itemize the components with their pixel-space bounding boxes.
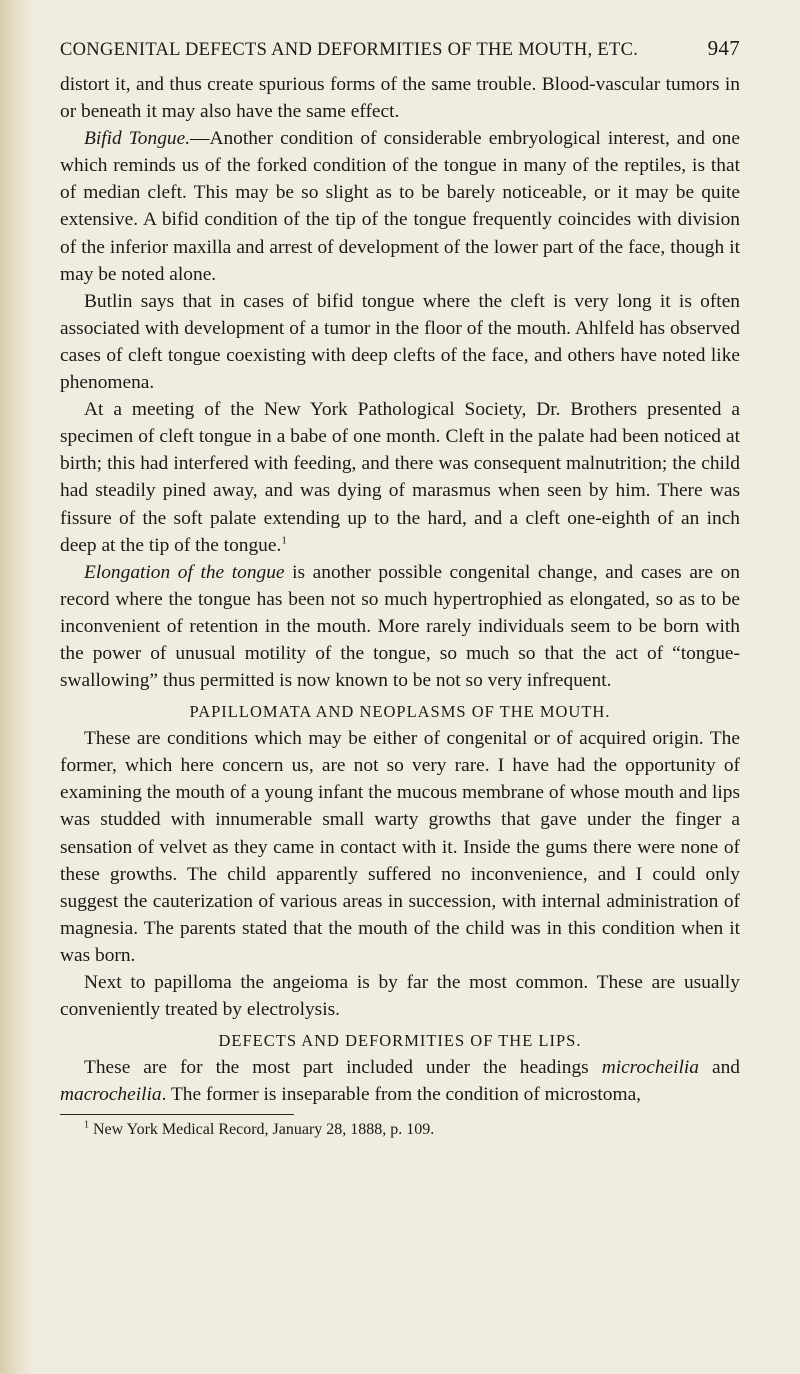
elongation-text: is another possible congenital change, and cases are on record where the tongue has been not so much hypertrophied as elongated, so as to be inconvenient of retention in the mouth. More rarely individuals seem to be born with the power of unusual motility of the tongue, so much so that the act of “tongue-swallowing” thus permitted is now known to be not so very infrequent. (60, 561, 740, 692)
meeting-text: At a meeting of the New York Pathological Society, Dr. Brothers presented a specimen of cleft tongue in a babe of one month. Cleft in the palate had been noticed at birth; this had interfered with feeding, and there was consequent malnutrition; the child had steadily pined away, and was dying of marasmus when seen by him. There was fissure of the soft palate extending up to the hard, and a cleft one-eighth of an inch deep at the tip of the tongue. (60, 399, 740, 556)
footnote-reference: 1 (281, 534, 287, 547)
footnote (60, 1119, 740, 1141)
lips-and: and (698, 1057, 740, 1079)
term-macrocheilia: macrocheilia (60, 1084, 162, 1106)
paragraph-lips (60, 1054, 740, 1108)
page-gutter-shadow (0, 0, 34, 1374)
running-header (60, 36, 740, 61)
term-bifid-tongue: Bifid Tongue. (84, 128, 191, 150)
paragraph-papillomata: These are conditions which may be either of congenital or of acquired origin. The former, which here concern us, are not so very rare. I have had the opportunity of examining the mouth of a young infant the mucous membrane of whose mouth and lips was studded with innumerable small warty growths that gave under the finger a sensation of velvet as they came in contact with it. Inside the gums there were none of these growths. The child apparently suffered no inconvenience, and I could only suggest the cauterization of various areas in succession, with internal administration of magnesia. The parents stated that the mouth of the child was in this condition when it was born. (60, 728, 740, 966)
paragraph-new-york-society (60, 396, 740, 559)
heading-lips: DEFECTS AND DEFORMITIES OF THE LIPS. (218, 1031, 582, 1051)
lips-lead: These are for the most part included under the headings (84, 1057, 602, 1079)
term-microcheilia: microcheilia (601, 1057, 699, 1079)
running-title: CONGENITAL DEFECTS AND DEFORMITIES OF THE MOUTH, ETC. (60, 40, 639, 60)
heading-papillomata: PAPILLOMATA AND NEOPLASMS OF THE MOUTH. (189, 702, 611, 722)
footnote-mark: 1 (84, 1120, 89, 1132)
footnote-text: New York Medical Record, January 28, 1888, p. 109. (89, 1121, 435, 1139)
page-number: 947 (707, 36, 740, 60)
lips-tail: . The former is inseparable from the condition of microstoma, (161, 1084, 642, 1106)
paragraph-butlin: Butlin says that in cases of bifid tongue where the cleft is very long it is often associated with development of a tumor in the floor of the mouth. Ahlfeld has observed cases of cleft tongue coexisting with deep clefts of the face, and others have noted like phenomena. (60, 290, 740, 394)
paragraph-angeioma: Next to papilloma the angeioma is by far the most common. These are usually conveniently treated by electrolysis. (60, 972, 740, 1021)
footnote-rule (60, 1114, 294, 1115)
bifid-tongue-text: —Another condition of considerable embryological interest, and one which reminds us of the forked condition of the tongue in many of the reptiles, is that of median cleft. This may be so slight as to be barely noticeable, or it may be quite extensive. A bifid condition of the tip of the tongue frequently coincides with division of the inferior maxilla and arrest of development of the lower part of the face, though it may be noted alone. (60, 128, 740, 285)
paragraph-continued: distort it, and thus create spurious forms of the same trouble. Blood-vascular tumors in or beneath it may also have the same effect. (60, 74, 740, 123)
paragraph-bifid-tongue (60, 125, 740, 288)
book-page (60, 36, 740, 1141)
paragraph-elongation (60, 559, 740, 694)
term-elongation: Elongation of the tongue (84, 561, 285, 583)
